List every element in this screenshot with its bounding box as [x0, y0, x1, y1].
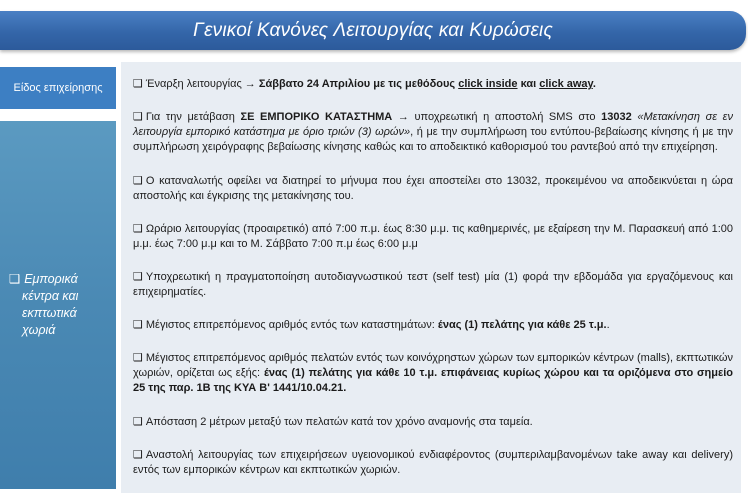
rule-text-bold: και — [517, 78, 540, 91]
business-category-label: Εμπορικά κέντρα και εκπτωτικά χωριά — [22, 272, 79, 337]
rule-text: Απόσταση 2 μέτρων μεταξύ των πελατών κατά τον χρόνο αναμονής στα ταμεία. — [145, 415, 533, 428]
rule-text: Ο καταναλωτής οφείλει να διατηρεί το μήνυμα που έχει αποστείλει στο 13032, προκειμένου να αποδεικνύεται η ώρα αποστολής και έγκρισης της μετακίνησης του. — [133, 174, 733, 202]
rule-text-bold: Σάββατο 24 Απριλίου με τις μεθόδους — [258, 78, 459, 91]
method-click-inside: click inside — [458, 78, 518, 91]
square-bullet-icon: ❑ — [133, 448, 143, 461]
rule-item-store-visit-sms — [133, 110, 733, 155]
rule-text-bold: ένας (1) πελάτης για κάθε 25 τ.μ. — [437, 319, 607, 332]
rule-text-bold: . — [592, 78, 596, 91]
sms-message-text: «Μετακίνηση σε εν λειτουργία εμπορικό κατάστημα με όριο τριών (3) ωρών» — [133, 111, 734, 139]
rule-item-mall-capacity — [133, 351, 733, 396]
title-banner — [0, 11, 746, 50]
square-bullet-icon: ❑ — [133, 174, 143, 187]
square-bullet-icon: ❑ — [133, 111, 143, 124]
rule-text-bold: ένας (1) πελάτης για κάθε 10 τ.μ. επιφάνειας κυρίως χώρου και τα οριζόμενα στο σημείο 25 της παρ. 1Β της ΚΥΑ Β' 1441/10.04.21. — [133, 367, 733, 395]
rule-text: . — [606, 319, 610, 332]
rule-text-bold: ΣΕ ΕΜΠΟΡΙΚΟ ΚΑΤΑΣΤΗΜΑ → — [240, 111, 409, 124]
square-bullet-icon: ❑ — [133, 222, 143, 235]
rule-item-distance — [133, 415, 733, 430]
business-category — [9, 271, 108, 339]
rule-item-opening-hours — [133, 222, 733, 252]
rule-text: Ωράριο λειτουργίας (προαιρετικό) από 7:00 π.μ. έως 8:30 μ.μ. τις καθημερινές, με εξαίρεση την Μ. Παρασκευή από 1:00 μ.μ. έως 7:00 μ.μ και το Μ. Σάββατο 7:00 π.μ έως 6:00 μ.μ — [133, 222, 733, 250]
square-bullet-icon: ❑ — [9, 272, 21, 286]
rule-text: Μέγιστος επιτρεπόμενος αριθμός πελατών εντός των κοινόχρηστων χώρων των εμπορικών κέντρων (malls), εκπτωτικών χωριών, ορίζεται ως εξής: — [133, 352, 733, 380]
rule-item-food-suspension — [133, 448, 733, 478]
sms-number: 13032 — [601, 111, 632, 124]
rule-text: Έναρξη λειτουργίας → — [145, 78, 259, 91]
rule-item-self-test — [133, 270, 733, 300]
business-type-header — [0, 67, 116, 109]
square-bullet-icon: ❑ — [133, 415, 143, 428]
rule-item-keep-message — [133, 174, 733, 204]
rules-panel — [121, 62, 741, 493]
rule-text: Μέγιστος επιτρεπόμενος αριθμός εντός των καταστημάτων: — [145, 319, 438, 332]
square-bullet-icon: ❑ — [133, 352, 143, 365]
rule-text: Αναστολή λειτουργίας των επιχειρήσεων υγειονομικού ενδιαφέροντος (συμπεριλαμβανομένων take away και delivery) εντός των εμπορικών κέντρων και εκπτωτικών χωριών. — [133, 448, 733, 476]
square-bullet-icon: ❑ — [133, 78, 143, 91]
slide-title: Γενικοί Κανόνες Λειτουργίας και Κυρώσεις — [193, 19, 553, 41]
rule-text: , ή με την συμπλήρωση του εντύπου-βεβαίωσης κίνησης ή με την συμπλήρωση χειρόγραφης βεβαίωσης κίνησης καθώς και το αποδεικτικό καθορισμού του ραντεβού από την επιχείρηση. — [133, 126, 734, 154]
square-bullet-icon: ❑ — [133, 270, 143, 283]
rule-text: Για την μετάβαση — [145, 111, 241, 124]
business-category-box — [0, 121, 116, 489]
rule-text: υποχρεωτική η αποστολή SMS στο — [408, 111, 602, 124]
method-click-away: click away — [539, 78, 593, 91]
rule-item-store-capacity — [133, 318, 733, 333]
business-type-label: Είδος επιχείρησης — [13, 82, 103, 94]
rule-text: Υποχρεωτική η πραγματοποίηση αυτοδιαγνωστικού τεστ (self test) μία (1) φορά την εβδομάδα για εργαζόμενους και επιχειρηματίες. — [133, 270, 733, 298]
square-bullet-icon: ❑ — [133, 319, 143, 332]
rule-item-opening-date — [133, 77, 733, 92]
